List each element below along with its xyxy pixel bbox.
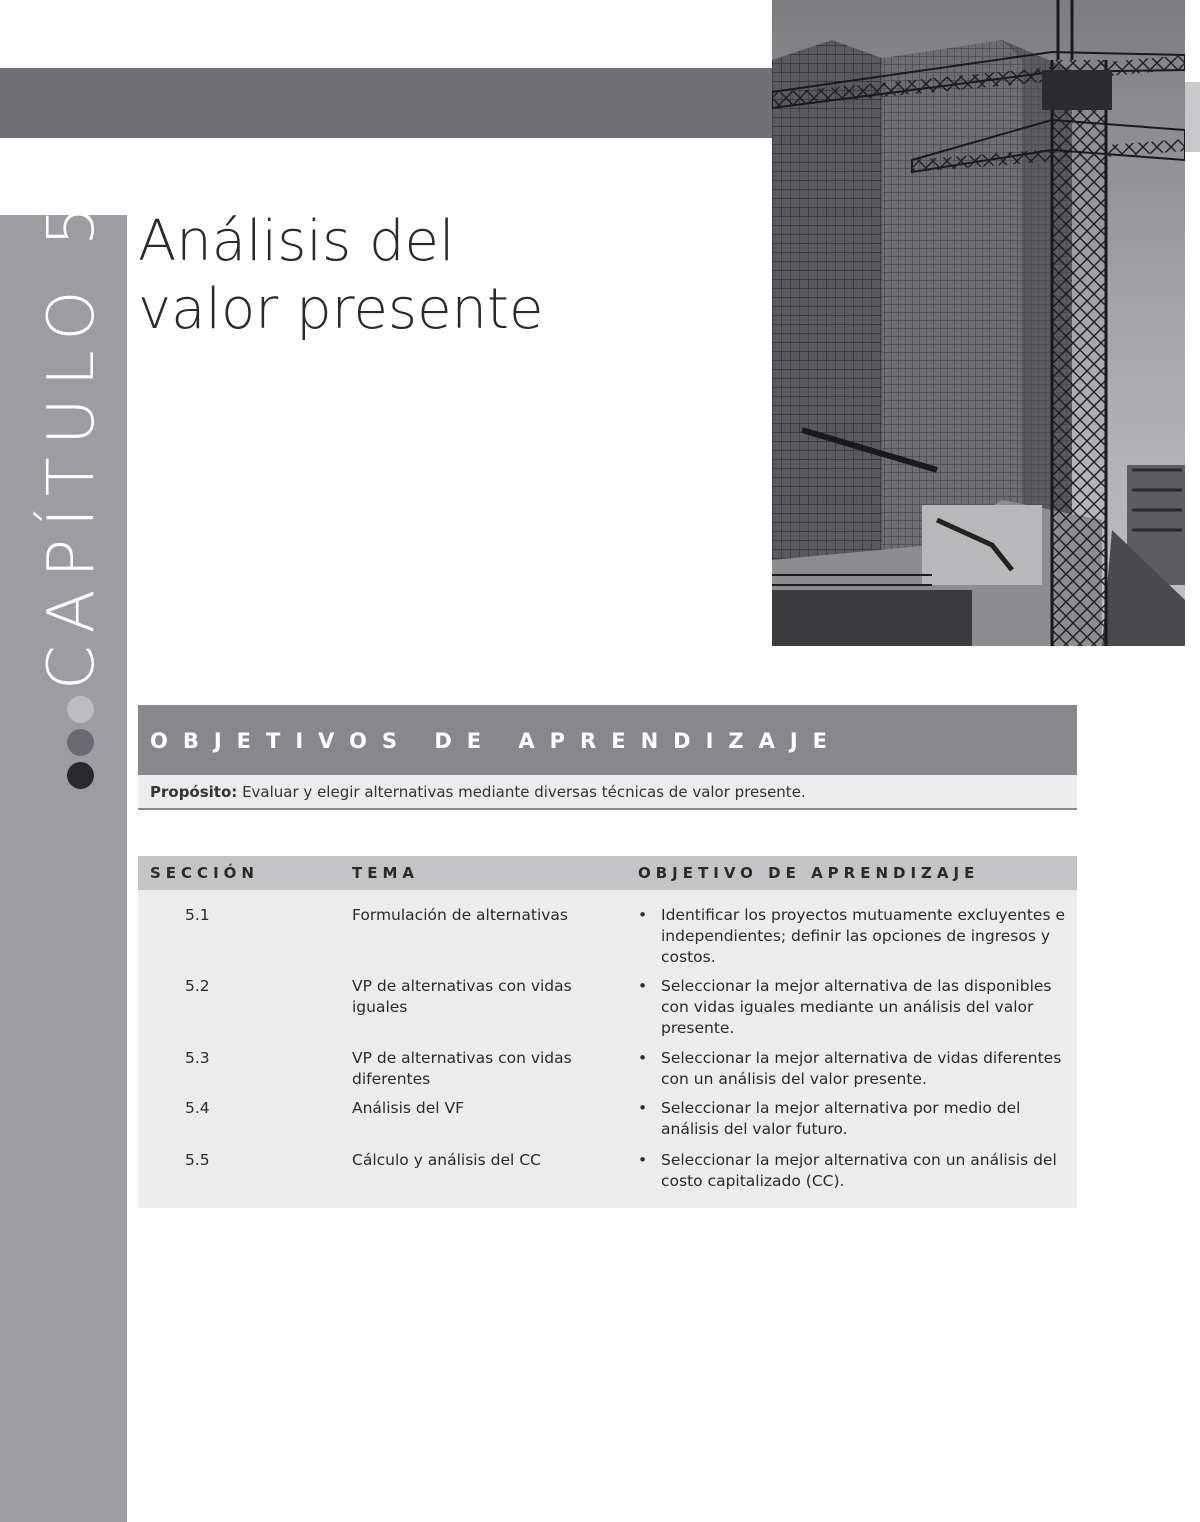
bullet-icon: • (638, 1151, 648, 1169)
chapter-title (138, 208, 543, 344)
decorative-dot (67, 696, 94, 723)
decorative-dot (67, 729, 94, 756)
row-objective: Seleccionar la mejor alternativa con un análisis del costo capitalizado (CC). (661, 1151, 1057, 1190)
bullet-icon: • (638, 977, 648, 995)
title-line-2: valor presente (138, 277, 544, 342)
top-band (0, 68, 772, 138)
column-header-section: SECCIÓN (150, 864, 259, 882)
row-section: 5.3 (185, 1049, 210, 1067)
construction-photo (772, 0, 1185, 646)
row-objective: Seleccionar la mejor alternativa por medio del análisis del valor futuro. (661, 1099, 1021, 1138)
chapter-label: CAPÍTULO 5 (35, 193, 109, 690)
row-section: 5.5 (185, 1151, 210, 1169)
purpose-bar (138, 775, 1077, 810)
bullet-icon: • (638, 906, 648, 924)
title-line-1: Análisis del (138, 209, 455, 274)
purpose-text: Evaluar y elegir alternativas mediante diversas técnicas de valor presente. (242, 783, 806, 801)
row-section: 5.4 (185, 1099, 210, 1117)
row-objective: Seleccionar la mejor alternativa de las disponibles con vidas iguales mediante un análisis del valor presente. (661, 977, 1052, 1037)
row-section: 5.2 (185, 977, 210, 995)
row-section: 5.1 (185, 906, 210, 924)
objectives-title: OBJETIVOS DE APRENDIZAJE (150, 729, 843, 753)
photo-edge (1185, 82, 1200, 152)
bullet-icon: • (638, 1049, 648, 1067)
row-objective: Seleccionar la mejor alternativa de vidas diferentes con un análisis del valor presente. (661, 1049, 1062, 1088)
bullet-icon: • (638, 1099, 648, 1117)
table-header (138, 856, 1077, 890)
column-header-objective: OBJETIVO DE APRENDIZAJE (638, 864, 980, 882)
column-header-topic: TEMA (352, 864, 420, 882)
row-topic: VP de alternativas con vidas iguales (352, 977, 572, 1016)
row-topic: Cálculo y análisis del CC (352, 1151, 541, 1169)
objectives-table (138, 856, 1077, 1208)
row-topic: VP de alternativas con vidas diferentes (352, 1049, 572, 1088)
row-topic: Formulación de alternativas (352, 906, 569, 924)
row-topic: Análisis del VF (352, 1099, 465, 1117)
objectives-header (138, 705, 1077, 775)
row-objective: Identificar los proyectos mutuamente excluyentes e independientes; definir las opciones de ingresos y costos. (661, 906, 1065, 966)
decorative-dot (67, 762, 94, 789)
purpose-label: Propósito: (150, 783, 238, 801)
